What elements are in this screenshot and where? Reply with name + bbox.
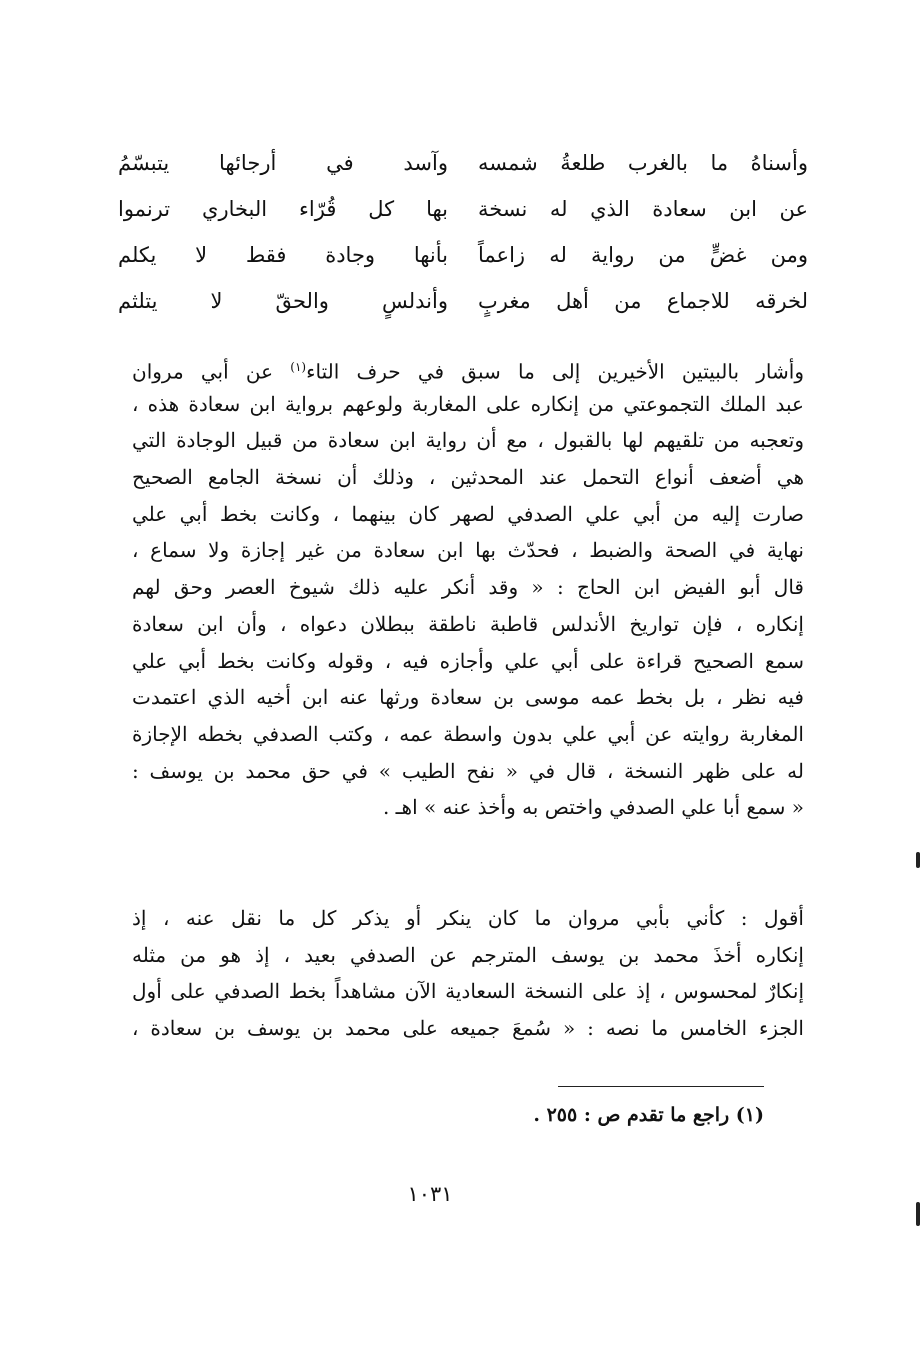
text-line: هي أضعف أنواع التحمل عند المحدثين ، وذلك أن نسخة الجامع الصحيح — [132, 465, 804, 490]
verse — [118, 278, 808, 324]
footnote-divider — [558, 1086, 764, 1087]
scan-edge-mark — [916, 1202, 920, 1226]
footnote-reference: (١) — [290, 360, 307, 374]
text-segment: وأشار بالبيتين الأخيرين إلى ما سبق في حرف التاء — [306, 359, 804, 384]
page-number: ١٠٣١ — [407, 1182, 453, 1206]
text-line: وتعجبه من تلقيهم لها بالقبول ، مع أن رواية ابن سعادة من قبيل الوجادة التي — [132, 428, 804, 453]
verse-first-hemistich: عن ابن سعادة الذي له نسخة — [478, 197, 808, 221]
verse-second-hemistich: وآسد في أرجائها يتبسّمُ — [118, 151, 448, 175]
footnote: (١) راجع ما تقدم ص : ٢٥٥ . — [533, 1104, 764, 1126]
text-line: إنكاره أخذَ محمد بن يوسف المترجم عن الصدفي بعيد ، إذ هو من مثله — [132, 942, 804, 967]
verse — [118, 186, 808, 232]
text-line: أقول : كأني بأبي مروان ما كان ينكر أو يذكر كل ما نقل عنه ، إذ — [132, 906, 804, 930]
paragraph-main — [132, 349, 804, 826]
text-line: المغاربة روايته عن أبي علي بدون واسطة عمه ، وكتب الصدفي بخطه الإجازة — [132, 721, 804, 746]
verse-second-hemistich: بها كل قُرّاء البخاري ترنموا — [118, 197, 448, 221]
text-segment: عن أبي مروان — [132, 359, 274, 384]
text-line: « سمع أبا علي الصدفي واختص به وأخذ عنه » اهـ . — [382, 795, 804, 820]
scan-edge-mark — [916, 852, 920, 868]
poem-verses — [118, 140, 808, 324]
verse-first-hemistich: وأسناهُ ما بالغرب طلعةُ شمسه — [478, 151, 808, 175]
verse — [118, 140, 808, 186]
text-line: صارت إليه من أبي علي الصدفي لصهر كان بينهما ، وكانت بخط أبي علي — [132, 501, 804, 526]
text-line: الجزء الخامس ما نصه : « سُمعَ جميعه على محمد بن يوسف بن سعادة ، — [132, 1016, 804, 1041]
text-line: قال أبو الفيض ابن الحاج : « وقد أنكر عليه ذلك شيوخ العصر وحق لهم — [132, 575, 804, 600]
text-line: إنكارٌ لمحسوس ، إذ على النسخة السعادية الآن مشاهداً بخط الصدفي على أول — [132, 979, 804, 1004]
paragraph-second — [132, 900, 804, 1047]
text-line: له على ظهر النسخة ، قال في « نفح الطيب » في حق محمد بن يوسف : — [132, 758, 804, 783]
text-line: سمع الصحيح قراءة على أبي علي وأجازه فيه ، وقوله وكانت بخط أبي علي — [132, 648, 804, 673]
text-line: عبد الملك التجموعتي من إنكاره على المغاربة ولوعهم برواية ابن سعادة هذه ، — [132, 391, 804, 416]
text-line: إنكاره ، فإن تواريخ الأندلس قاطبة ناطقة ببطلان دعواه ، وأن ابن سعادة — [132, 611, 804, 636]
text-line — [132, 349, 804, 386]
verse-first-hemistich: لخرقه للاجماع من أهل مغربٍ — [478, 289, 808, 313]
text-line: فيه نظر ، بل بخط عمه موسى بن سعادة ورثها عنه ابن أخيه الذي اعتمدت — [132, 685, 804, 710]
verse-second-hemistich: وأندلسٍ والحقّ لا يتلثم — [118, 289, 448, 313]
verse-second-hemistich: بأنها وجادة فقط لا يكلم — [118, 243, 448, 267]
verse-first-hemistich: ومن غضٍّ من رواية له زاعماً — [478, 243, 808, 267]
verse — [118, 232, 808, 278]
text-line: نهاية في الصحة والضبط ، فحدّث بها ابن سعادة من غير إجازة ولا سماع ، — [132, 538, 804, 563]
